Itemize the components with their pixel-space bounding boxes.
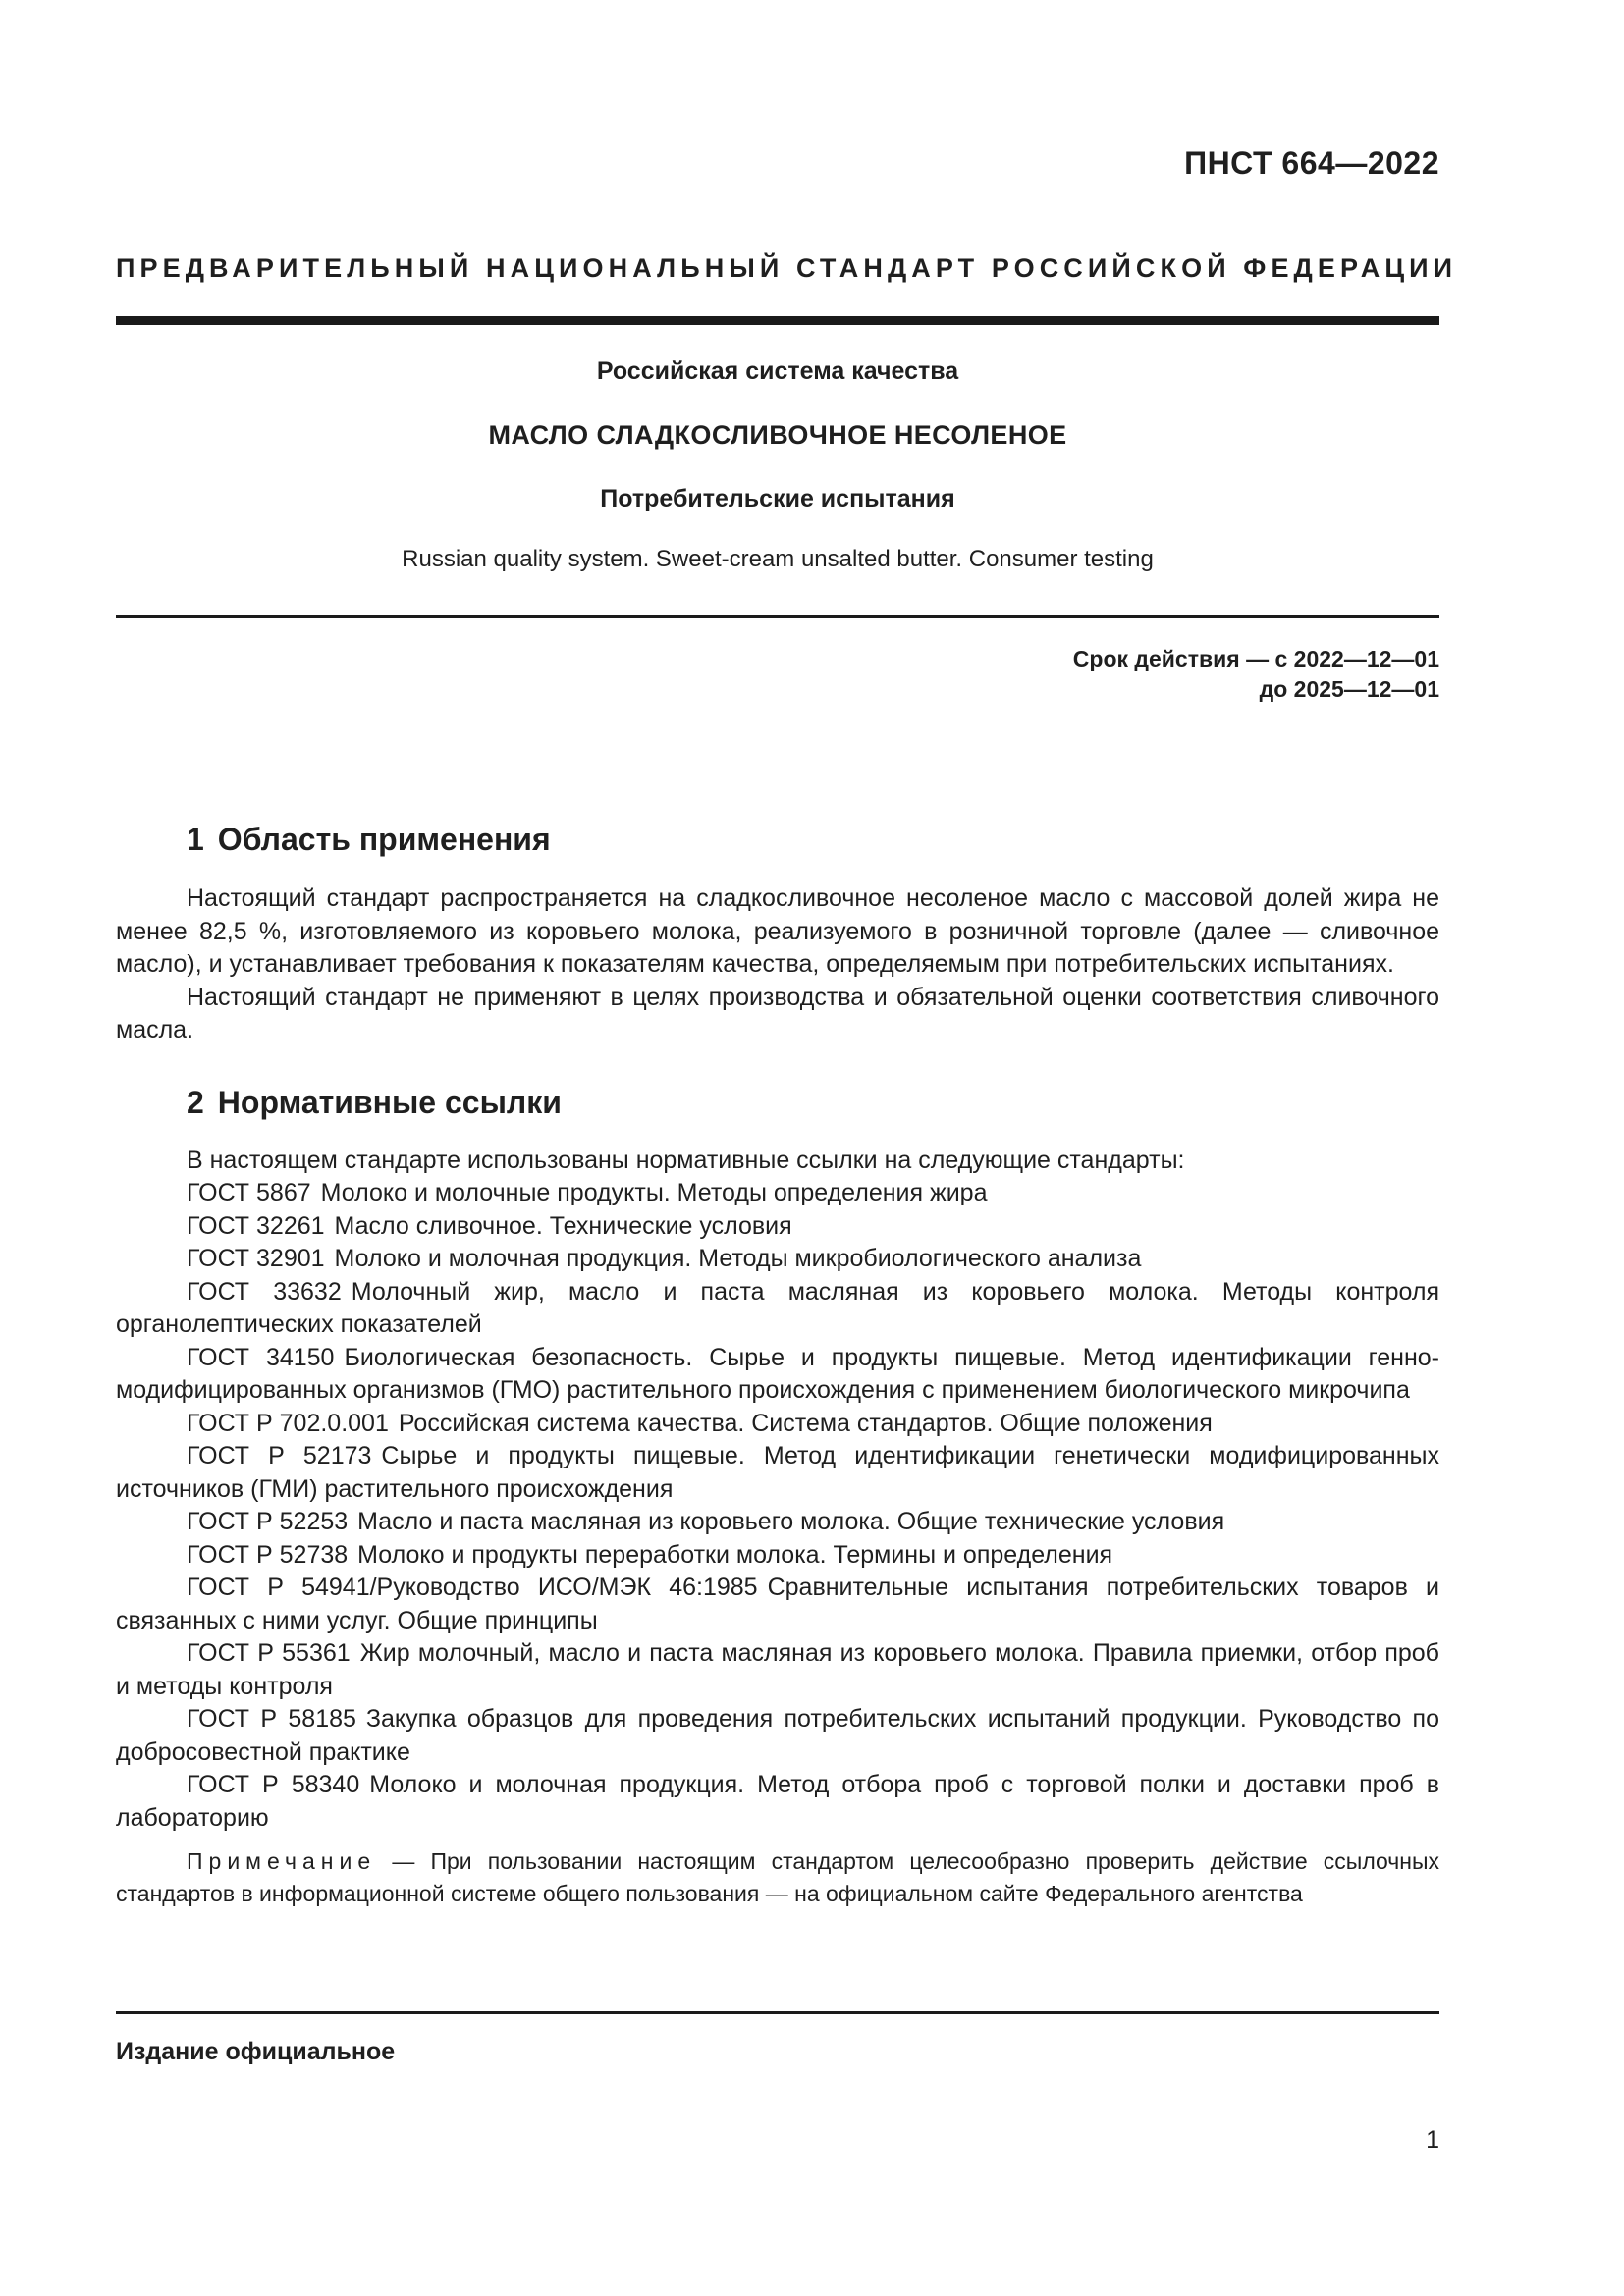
reference-text: Закупка образцов для проведения потребительских испытаний продукции. Руководство по добросовестной практике: [116, 1705, 1439, 1766]
reference-text: Сравнительные испытания потребительских товаров и связанных с ними услуг. Общие принципы: [116, 1574, 1439, 1634]
note: [116, 1845, 1439, 1910]
note-text: — При пользовании настоящим стандартом целесообразно проверить действие ссылочных стандартов в информационной системе общего пользования — на официальном сайте Федерального агентства: [116, 1848, 1440, 1906]
document-subtitle: Потребительские испытания: [600, 485, 955, 512]
reference-code: ГОСТ Р 58185: [187, 1705, 356, 1733]
section-1-body: [116, 882, 1439, 1047]
validity-from: Срок действия — с 2022—12—01: [1072, 646, 1439, 671]
reference-code: ГОСТ 5867: [187, 1179, 311, 1206]
section-1-paragraph: Настоящий стандарт распространяется на сладкосливочное несоленое масло с массовой долей жира не менее 82,5 %, изготовляемого из коровьего молока, реализуемого в розничной торговле (далее — сливочное масло), и устанавливает требования к показателям качества, определяемым при потребительских испытаниях.: [116, 884, 1439, 978]
document-title: МАСЛО СЛАДКОСЛИВОЧНОЕ НЕСОЛЕНОЕ: [488, 420, 1067, 450]
reference-text: Жир молочный, масло и паста масляная из коровьего молока. Правила приемки, отбор проб и методы контроля: [116, 1639, 1439, 1700]
note-label: Примечание: [187, 1848, 377, 1874]
references-intro: В настоящем стандарте использованы нормативные ссылки на следующие стандарты:: [187, 1146, 1185, 1174]
section-2-number: 2: [187, 1084, 204, 1120]
reference-text: Молоко и молочная продукция. Метод отбора проб с торговой полки и доставки проб в лабораторию: [116, 1771, 1439, 1832]
section-1-heading: [116, 820, 1439, 859]
document-number: ПНСТ 664—2022: [1184, 145, 1439, 181]
reference-text: Молоко и молочные продукты. Методы определения жира: [320, 1179, 988, 1206]
reference-item: [116, 1506, 1439, 1539]
title-divider: [116, 615, 1439, 618]
references-list: [116, 1177, 1439, 1835]
reference-item: [116, 1539, 1439, 1573]
reference-code: ГОСТ Р 58340: [187, 1771, 360, 1798]
reference-item: [116, 1769, 1439, 1835]
section-2-heading: [116, 1083, 1439, 1122]
section-1-paragraph: Настоящий стандарт не применяют в целях производства и обязательной оценки соответствия сливочного масла.: [116, 983, 1439, 1043]
reference-code: ГОСТ 32261: [187, 1211, 325, 1240]
reference-item: [116, 1440, 1439, 1506]
page-number: 1: [1426, 2126, 1439, 2154]
reference-item: [116, 1572, 1439, 1637]
official-edition-label: Издание официальное: [116, 2038, 396, 2065]
reference-text: Сырье и продукты пищевые. Метод идентификации генетически модифицированных источников (ГМИ) растительного происхождения: [116, 1442, 1439, 1503]
reference-code: ГОСТ Р 702.0.001: [187, 1409, 389, 1437]
section-2-title: Нормативные ссылки: [217, 1084, 562, 1120]
document-body: [116, 820, 1439, 1933]
standard-series-title: ПРЕДВАРИТЕЛЬНЫЙ НАЦИОНАЛЬНЫЙ СТАНДАРТ РОССИЙСКОЙ ФЕДЕРАЦИИ: [116, 253, 1458, 283]
reference-text: Биологическая безопасность. Сырье и продукты пищевые. Метод идентификации генно-модифицированных организмов (ГМО) растительного происхождения с применением биологического микрочипа: [116, 1343, 1439, 1404]
reference-item: [116, 1703, 1439, 1769]
english-title: Russian quality system. Sweet-cream unsalted butter. Consumer testing: [402, 546, 1154, 572]
reference-item: [116, 1637, 1439, 1703]
validity-to: до 2025—12—01: [1259, 676, 1439, 702]
reference-item: [116, 1243, 1439, 1276]
reference-code: ГОСТ Р 55361: [187, 1639, 351, 1667]
reference-item: [116, 1276, 1439, 1342]
reference-code: ГОСТ Р 52738: [187, 1540, 349, 1569]
reference-text: Масло и паста масляная из коровьего молока. Общие технические условия: [357, 1508, 1225, 1535]
section-1-title: Область применения: [217, 822, 551, 857]
reference-item: [116, 1408, 1439, 1441]
reference-text: Молоко и молочная продукция. Методы микробиологического анализа: [334, 1245, 1142, 1272]
reference-text: Молочный жир, масло и паста масляная из коровьего молока. Методы контроля органолептических показателей: [116, 1277, 1440, 1338]
reference-code: ГОСТ Р 54941/Руководство ИСО/МЭК 46:1985: [187, 1574, 758, 1601]
header-divider: [116, 316, 1439, 325]
section-1-number: 1: [187, 822, 204, 857]
reference-item: [116, 1210, 1439, 1244]
validity-period: [1073, 644, 1439, 705]
reference-item: [116, 1342, 1439, 1408]
section-2-body: [116, 1145, 1439, 1911]
reference-text: Молоко и продукты переработки молока. Термины и определения: [357, 1540, 1113, 1569]
reference-text: Российская система качества. Система стандартов. Общие положения: [398, 1409, 1213, 1437]
footer-divider: [116, 2011, 1439, 2014]
reference-code: ГОСТ 33632: [187, 1277, 342, 1306]
reference-code: ГОСТ 32901: [187, 1245, 325, 1272]
subject-line: Российская система качества: [596, 357, 959, 385]
reference-code: ГОСТ Р 52253: [187, 1508, 349, 1535]
reference-text: Масло сливочное. Технические условия: [334, 1211, 792, 1240]
reference-item: [116, 1177, 1439, 1210]
reference-code: ГОСТ 34150: [187, 1343, 335, 1371]
reference-code: ГОСТ Р 52173: [187, 1442, 372, 1469]
